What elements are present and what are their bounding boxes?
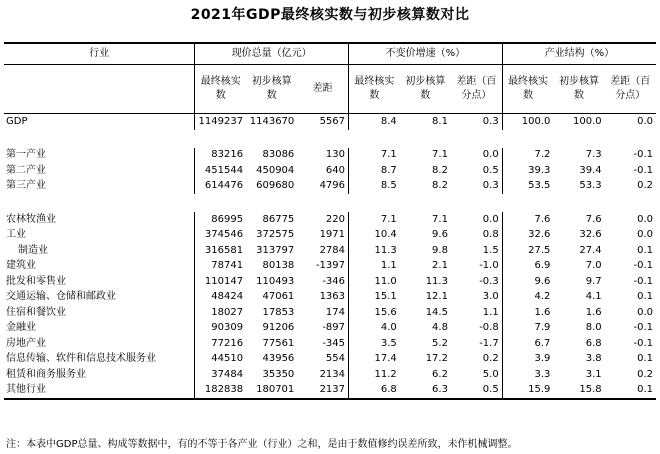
table-row [4,321,656,337]
table-cell: 3.3 [502,367,553,383]
table-cell: 14.5 [425,306,448,318]
header-value-preliminary: 初步核算数 [246,65,297,114]
table-cell: 0.3 [482,115,499,127]
table-cell: 43956 [262,353,295,365]
table-cell: -0.1 [633,260,653,272]
table-cell: 1.1 [482,306,499,318]
table-cell: 0.2 [482,353,499,365]
table-cell: 17.4 [349,352,400,368]
header-blank [4,65,195,114]
table-body [4,114,656,400]
table-cell: 48424 [195,290,246,306]
header-group-value: 现价总量（亿元） [195,43,349,65]
table-cell: 7.6 [502,212,553,228]
table-cell: 313797 [256,244,295,256]
table-cell: 614476 [195,179,246,195]
table-cell: 7.9 [502,321,553,337]
table-cell: 53.5 [502,179,553,195]
header-growth-preliminary: 初步核算数 [400,65,451,114]
table-cell: 18027 [195,305,246,321]
header-growth-final: 最终核实数 [349,65,400,114]
table-cell: 0.1 [637,291,653,303]
table-cell: 5.0 [482,368,499,380]
table-cell: 3.9 [502,352,553,368]
table-cell: 3.0 [482,291,499,303]
table-cell: 640 [325,164,346,176]
table-cell: 10.4 [349,228,400,244]
table-cell: 7.6 [585,213,602,225]
row-label: 建筑业 [6,260,36,272]
table-cell: 110147 [195,274,246,290]
table-cell: 86775 [262,213,295,225]
table-cell: 37484 [195,367,246,383]
table-cell: -345 [322,337,346,349]
table-cell: 0.1 [637,353,653,365]
table-cell: 2137 [297,383,348,400]
table-cell: 32.6 [502,228,553,244]
header-industry: 行业 [4,43,195,65]
table-cell: 0.8 [482,229,499,241]
table-cell: -1397 [315,260,346,272]
table-cell: 4.8 [432,322,448,334]
table-cell: 77216 [195,336,246,352]
table-cell: 8.0 [585,322,602,334]
row-label: 第三产业 [6,180,46,192]
table-cell: 0.5 [451,383,502,400]
table-cell: 7.1 [432,149,448,161]
table-cell: 1363 [319,291,346,303]
table-cell: 7.1 [349,148,400,164]
row-label: 农林牧渔业 [6,213,56,225]
header-group-growth: 不变价增速（%） [349,43,503,65]
table-cell: 1.1 [349,259,400,275]
table-cell: 83086 [262,149,295,161]
row-label: 工业 [6,229,26,241]
table-cell: 11.3 [349,243,400,259]
page-title: 2021年GDP最终核实数与初步核算数对比 [190,7,470,23]
table-cell: 9.6 [502,274,553,290]
table-cell: 0.2 [637,368,653,380]
table-cell: 100.0 [573,115,602,127]
table-cell: 4.2 [502,290,553,306]
table-row [4,243,656,259]
table-cell: 8.1 [432,115,448,127]
table-cell: 15.9 [502,383,553,400]
row-label: 住宿和餐饮业 [6,306,66,318]
table-cell: 78741 [195,259,246,275]
table-cell: 4796 [319,180,346,192]
table-row [4,305,656,321]
header-value-final: 最终核实数 [195,65,246,114]
table-cell: 174 [325,306,346,318]
table-cell: 27.5 [502,243,553,259]
table-cell: 3.8 [585,353,602,365]
table-cell: 11.2 [349,367,400,383]
header-structure-preliminary: 初步核算数 [553,65,604,114]
table-cell: 9.6 [432,229,448,241]
table-cell: 27.4 [579,244,602,256]
table-cell: -1.7 [479,337,499,349]
table-cell: 77561 [262,337,295,349]
table-cell: 7.2 [502,148,553,164]
table-cell: 0.5 [482,164,499,176]
table-cell: 86995 [195,212,246,228]
spacer-cell [4,194,656,212]
row-label: GDP [6,115,28,127]
table-row [4,383,656,400]
table-row [4,148,656,164]
table-cell: 44510 [195,352,246,368]
table-cell: 17.2 [425,353,448,365]
table-cell: 47061 [262,291,295,303]
table-cell: 6.3 [400,383,451,400]
table-cell: -0.8 [479,322,499,334]
table-row [4,163,656,179]
table-cell: 8.7 [349,163,400,179]
table-cell: -0.3 [479,275,499,287]
table-cell: -1.0 [479,260,499,272]
row-label: 租赁和商务服务业 [6,368,86,380]
table-cell: 220 [325,213,346,225]
table-cell: 6.2 [432,368,448,380]
row-label: 房地产业 [6,337,46,349]
table-cell: 15.1 [349,290,400,306]
table-cell: 450904 [256,164,295,176]
table-cell: 1143670 [249,115,295,127]
row-label: 批发和零售业 [6,275,66,287]
table-row [4,367,656,383]
table-row [4,352,656,368]
table-cell: 7.1 [349,212,400,228]
table-cell: 2784 [319,244,346,256]
table-cell: 0.0 [637,306,653,318]
header-group-structure: 产业结构（%） [502,43,656,65]
header-structure-final: 最终核实数 [502,65,553,114]
table-cell: 0.0 [637,229,653,241]
table-cell: 11.3 [425,275,448,287]
table-cell: 0.1 [605,383,656,400]
spacer-cell [4,130,656,148]
table-cell: 39.3 [502,163,553,179]
table-cell: 8.2 [432,164,448,176]
footnote: 注：本表中GDP总量、构成等数据中，有的不等于各产业（行业）之和，是由于数值修约误差所致，未作机械调整。 [6,439,518,450]
table-cell: 12.1 [425,291,448,303]
spacer-row [4,130,656,148]
row-label: 交通运输、仓储和邮政业 [6,291,116,303]
table-cell: 6.7 [502,336,553,352]
table-cell: 2134 [319,368,346,380]
table-cell: 9.7 [585,275,602,287]
spacer-row [4,194,656,212]
table-cell: 3.1 [585,368,602,380]
row-label: 第二产业 [6,164,46,176]
table-cell: 374546 [195,228,246,244]
table-cell: 1.5 [482,244,499,256]
table-cell: 9.8 [432,244,448,256]
row-label: 制造业 [18,244,48,256]
table-cell: 8.4 [349,114,400,130]
table-cell: 35350 [262,368,295,380]
row-label: 信息传输、软件和信息技术服务业 [6,353,156,365]
table-row [4,290,656,306]
table-cell: 0.0 [637,115,653,127]
row-label: 其他行业 [4,383,195,400]
table-cell: 15.6 [349,305,400,321]
table-cell: -0.1 [633,149,653,161]
table-cell: 0.3 [482,180,499,192]
table-cell: -897 [322,322,346,334]
table-cell: 53.3 [579,180,602,192]
table-cell: 4.1 [585,291,602,303]
table-cell: 2.1 [432,260,448,272]
table-cell: 0.0 [482,213,499,225]
table-cell: -0.1 [633,337,653,349]
table-cell: -0.1 [633,164,653,176]
table-cell: 0.0 [637,213,653,225]
table-cell: 6.8 [349,383,400,400]
table-cell: 1.6 [585,306,602,318]
table-cell: 316581 [195,243,246,259]
table-row [4,336,656,352]
table-cell: 7.3 [585,149,602,161]
table-cell: 182838 [195,383,246,400]
table-cell: -346 [322,275,346,287]
table-cell: 1149237 [195,114,246,130]
table-cell: -0.1 [633,322,653,334]
table-row [4,114,656,130]
table-cell: 32.6 [579,229,602,241]
table-cell: 8.2 [432,180,448,192]
table-row [4,259,656,275]
table-cell: 7.1 [432,213,448,225]
table-cell: 0.0 [482,149,499,161]
comparison-table [4,42,656,400]
table-cell: 90309 [195,321,246,337]
table-cell: -0.1 [633,275,653,287]
table-cell: 100.0 [502,114,553,130]
table-cell: 180701 [246,383,297,400]
table-row [4,228,656,244]
table-row [4,212,656,228]
table-cell: 91206 [262,322,295,334]
table-cell: 83216 [195,148,246,164]
table-cell: 451544 [195,163,246,179]
table-cell: 80138 [262,260,295,272]
header-structure-diff: 差距（百分点） [605,65,656,114]
table-cell: 110493 [256,275,295,287]
table-cell: 39.4 [579,164,602,176]
table-cell: 0.1 [637,244,653,256]
table-cell: 372575 [256,229,295,241]
table-cell: 8.5 [349,179,400,195]
table-cell: 0.2 [637,180,653,192]
table-cell: 17853 [262,306,295,318]
table-row [4,179,656,195]
table-cell: 554 [325,353,346,365]
table-cell: 1.6 [502,305,553,321]
row-label: 金融业 [6,322,36,334]
table-cell: 6.8 [585,337,602,349]
table-cell: 130 [325,149,346,161]
table-cell: 5567 [319,115,346,127]
table-cell: 15.8 [553,383,604,400]
header-value-diff: 差距 [297,65,348,114]
row-label: 第一产业 [6,149,46,161]
table-row [4,274,656,290]
table-cell: 4.0 [349,321,400,337]
header-growth-diff: 差距（百分点） [451,65,502,114]
table-cell: 7.0 [585,260,602,272]
table-cell: 3.5 [349,336,400,352]
table-cell: 5.2 [432,337,448,349]
table-cell: 609680 [256,180,295,192]
table-cell: 11.0 [349,274,400,290]
table-cell: 1971 [319,229,346,241]
table-cell: 6.9 [502,259,553,275]
